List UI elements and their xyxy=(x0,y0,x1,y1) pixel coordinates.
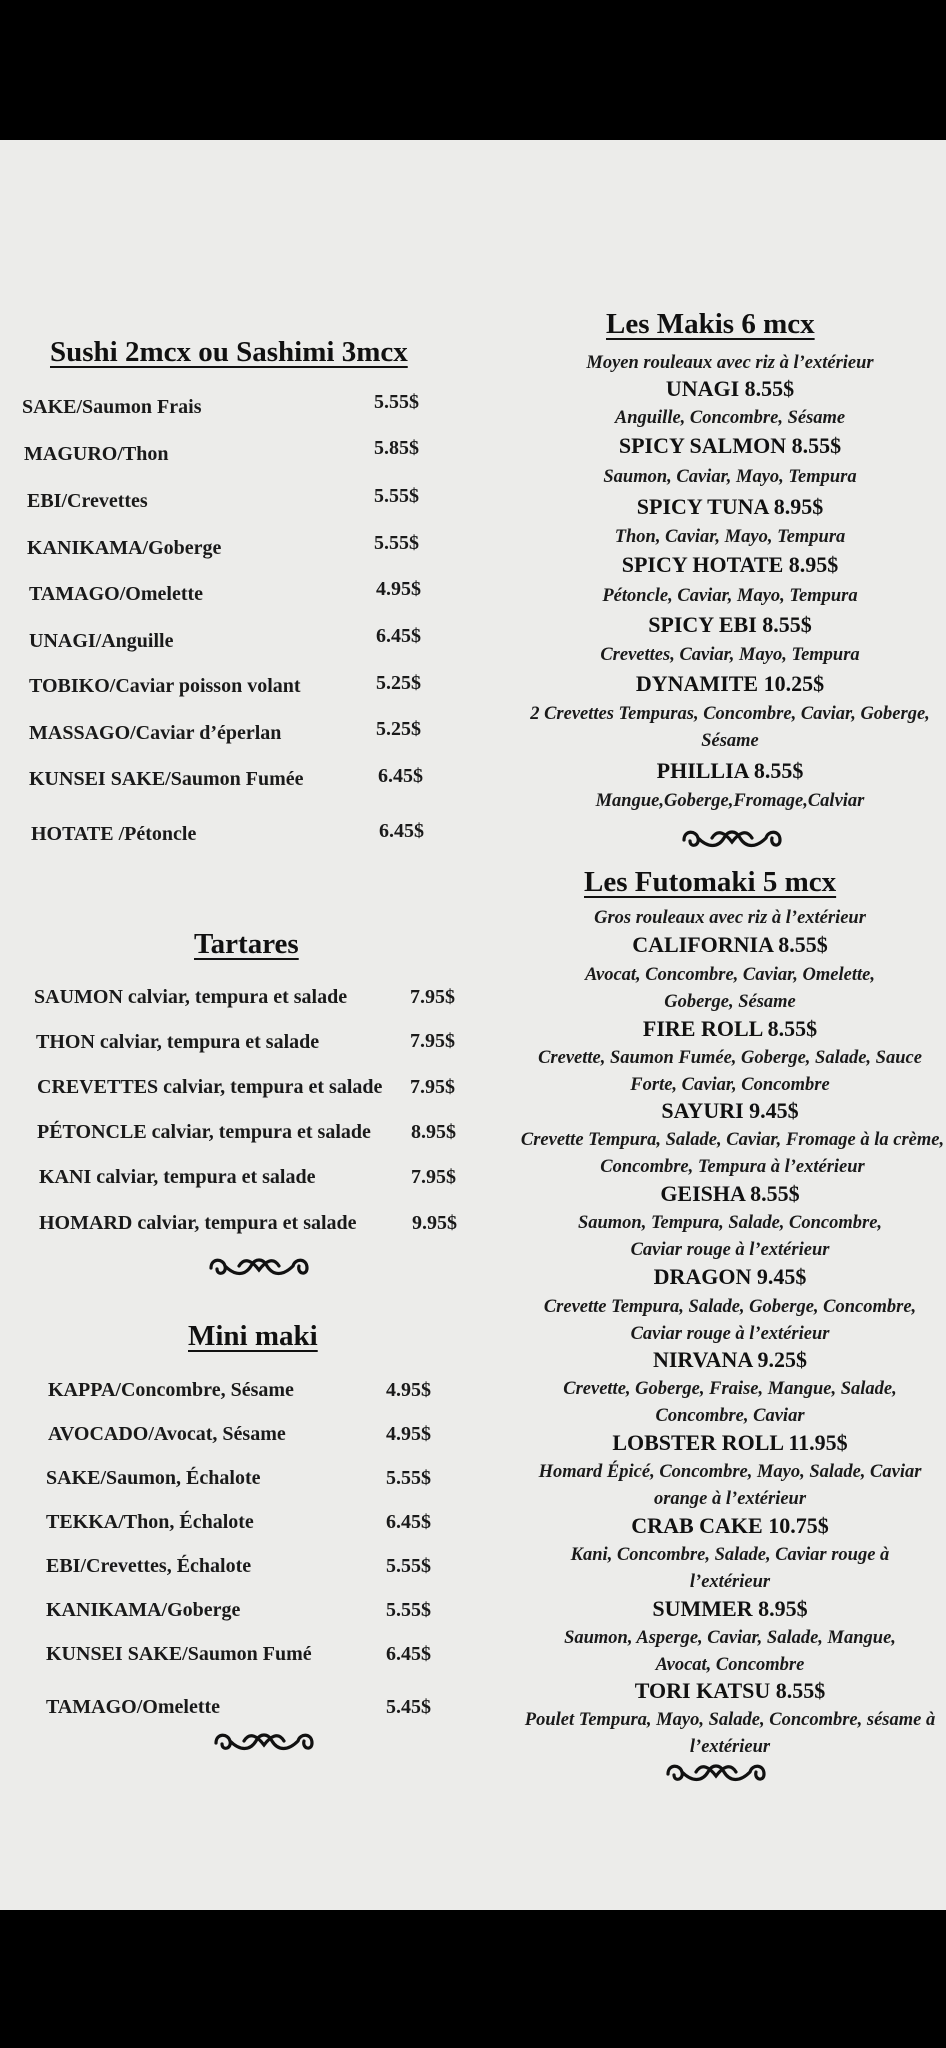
futomaki-name: CRAB CAKE 10.75$ xyxy=(631,1513,829,1538)
sushi-price: 5.55$ xyxy=(374,532,419,554)
futomaki-name: DRAGON 9.45$ xyxy=(653,1264,807,1289)
maki-desc: Anguille, Concombre, Sésame xyxy=(614,408,846,428)
futomaki-name: CALIFORNIA 8.55$ xyxy=(632,932,828,957)
futomaki-desc: Poulet Tempura, Mayo, Salade, Concombre, sésame à l’extérieur xyxy=(524,1710,936,1757)
futomaki-desc: Saumon, Tempura, Salade, Concombre, Caviar rouge à l’extérieur xyxy=(577,1213,883,1260)
futomaki-name: FIRE ROLL 8.55$ xyxy=(642,1016,818,1041)
sushi-item: KUNSEI SAKE/Saumon Fumée xyxy=(29,768,304,790)
tartare-price: 7.95$ xyxy=(410,1076,455,1098)
tartare-item: KANI calviar, tempura et salade xyxy=(39,1166,316,1188)
mini-maki-price: 6.45$ xyxy=(386,1643,431,1665)
tartare-price: 8.95$ xyxy=(411,1121,456,1143)
maki-name: SPICY EBI 8.55$ xyxy=(648,612,812,637)
maki-desc: Thon, Caviar, Mayo, Tempura xyxy=(614,527,846,547)
futomaki-desc: Crevette Tempura, Salade, Goberge, Concombre, Caviar rouge à l’extérieur xyxy=(543,1297,917,1344)
sushi-item: EBI/Crevettes xyxy=(27,490,148,512)
makis-subtitle: Moyen rouleaux avec riz à l’extérieur xyxy=(586,353,874,373)
maki-desc: Mangue,Goberge,Fromage,Calviar xyxy=(595,791,865,811)
mini-maki-item: EBI/Crevettes, Échalote xyxy=(46,1555,252,1577)
sushi-price: 5.55$ xyxy=(374,485,419,507)
maki-desc: Crevettes, Caviar, Mayo, Tempura xyxy=(600,645,860,665)
sushi-price: 5.25$ xyxy=(376,672,421,694)
tartare-item: HOMARD calviar, tempura et salade xyxy=(39,1212,357,1234)
maki-name: PHILLIA 8.55$ xyxy=(656,758,804,783)
futomaki-desc: Crevette, Goberge, Fraise, Mangue, Salade, Concombre, Caviar xyxy=(563,1379,897,1426)
scroll-ornament-icon xyxy=(678,824,786,854)
tartare-item: THON calviar, tempura et salade xyxy=(36,1031,320,1053)
mini-maki-item: TEKKA/Thon, Échalote xyxy=(46,1511,254,1533)
scroll-ornament-icon xyxy=(210,1727,318,1757)
mini-maki-price: 5.55$ xyxy=(386,1555,431,1577)
futomaki-name: NIRVANA 9.25$ xyxy=(652,1347,808,1372)
sushi-item: UNAGI/Anguille xyxy=(29,630,174,652)
tartare-price: 7.95$ xyxy=(410,1030,455,1052)
sushi-price: 5.25$ xyxy=(376,718,421,740)
futomaki-section-title: Les Futomaki 5 mcx xyxy=(584,866,837,898)
maki-name: SPICY SALMON 8.55$ xyxy=(618,433,842,458)
sushi-item: MAGURO/Thon xyxy=(24,443,169,465)
futomaki-desc: Saumon, Asperge, Caviar, Salade, Mangue, Avocat, Concombre xyxy=(564,1628,896,1675)
tartare-item: PÉTONCLE calviar, tempura et salade xyxy=(37,1121,371,1143)
maki-name: SPICY HOTATE 8.95$ xyxy=(621,552,839,577)
maki-desc: Saumon, Caviar, Mayo, Tempura xyxy=(603,467,857,487)
futomaki-desc: Homard Épicé, Concombre, Mayo, Salade, Caviar orange à l’extérieur xyxy=(538,1462,922,1509)
sushi-item: TAMAGO/Omelette xyxy=(29,583,204,605)
mini-maki-item: KAPPA/Concombre, Sésame xyxy=(48,1379,294,1401)
tartare-price: 7.95$ xyxy=(411,1166,456,1188)
sushi-price: 5.55$ xyxy=(374,391,419,413)
futomaki-subtitle: Gros rouleaux avec riz à l’extérieur xyxy=(594,908,866,928)
futomaki-name: SUMMER 8.95$ xyxy=(652,1596,808,1621)
sushi-section-title: Sushi 2mcx ou Sashimi 3mcx xyxy=(50,336,408,368)
sushi-price: 4.95$ xyxy=(376,578,421,600)
sushi-item: KANIKAMA/Goberge xyxy=(27,537,222,559)
futomaki-name: TORI KATSU 8.55$ xyxy=(634,1678,826,1703)
maki-desc: Pétoncle, Caviar, Mayo, Tempura xyxy=(602,586,858,606)
tartare-item: CREVETTES calviar, tempura et salade xyxy=(37,1076,383,1098)
sushi-price: 6.45$ xyxy=(378,765,423,787)
futomaki-desc: Crevette Tempura, Salade, Caviar, Fromage à la crème, Concombre, Tempura à l’extérieur xyxy=(520,1130,945,1177)
maki-desc: 2 Crevettes Tempuras, Concombre, Caviar, Goberge, Sésame xyxy=(530,704,930,751)
tartare-price: 9.95$ xyxy=(412,1212,457,1234)
futomaki-name: SAYURI 9.45$ xyxy=(661,1098,799,1123)
futomaki-desc: Avocat, Concombre, Caviar, Omelette, Goberge, Sésame xyxy=(585,965,875,1012)
mini-maki-price: 5.55$ xyxy=(386,1599,431,1621)
futomaki-name: LOBSTER ROLL 11.95$ xyxy=(612,1430,848,1455)
makis-section-title: Les Makis 6 mcx xyxy=(606,308,815,340)
tartare-price: 7.95$ xyxy=(410,986,455,1008)
sushi-item: SAKE/Saumon Frais xyxy=(22,396,202,418)
mini-maki-item: KUNSEI SAKE/Saumon Fumé xyxy=(46,1643,312,1665)
mini-maki-item: TAMAGO/Omelette xyxy=(46,1696,221,1718)
sushi-item: TOBIKO/Caviar poisson volant xyxy=(29,675,301,697)
mini-maki-price: 6.45$ xyxy=(386,1511,431,1533)
sushi-price: 6.45$ xyxy=(376,625,421,647)
scroll-ornament-icon xyxy=(662,1758,770,1788)
scroll-ornament-icon xyxy=(205,1252,313,1282)
mini-maki-price: 4.95$ xyxy=(386,1423,431,1445)
mini-maki-item: SAKE/Saumon, Échalote xyxy=(46,1467,261,1489)
sushi-price: 6.45$ xyxy=(379,820,424,842)
tartare-item: SAUMON calviar, tempura et salade xyxy=(34,986,348,1008)
futomaki-name: GEISHA 8.55$ xyxy=(660,1181,800,1206)
mini-maki-item: AVOCADO/Avocat, Sésame xyxy=(48,1423,286,1445)
sushi-item: MASSAGO/Caviar d’éperlan xyxy=(29,722,282,744)
mini-maki-section-title: Mini maki xyxy=(188,1320,318,1352)
mini-maki-item: KANIKAMA/Goberge xyxy=(46,1599,241,1621)
menu-page xyxy=(0,140,946,1910)
mini-maki-price: 5.45$ xyxy=(386,1696,431,1718)
mini-maki-price: 5.55$ xyxy=(386,1467,431,1489)
tartares-section-title: Tartares xyxy=(194,928,299,960)
maki-name: SPICY TUNA 8.95$ xyxy=(636,494,824,519)
sushi-price: 5.85$ xyxy=(374,437,419,459)
mini-maki-price: 4.95$ xyxy=(386,1379,431,1401)
futomaki-desc: Kani, Concombre, Salade, Caviar rouge à l’extérieur xyxy=(570,1545,890,1592)
futomaki-desc: Crevette, Saumon Fumée, Goberge, Salade, Sauce Forte, Caviar, Concombre xyxy=(538,1048,922,1095)
sushi-item: HOTATE /Pétoncle xyxy=(31,823,197,845)
maki-name: UNAGI 8.55$ xyxy=(665,376,795,401)
maki-name: DYNAMITE 10.25$ xyxy=(635,671,825,696)
